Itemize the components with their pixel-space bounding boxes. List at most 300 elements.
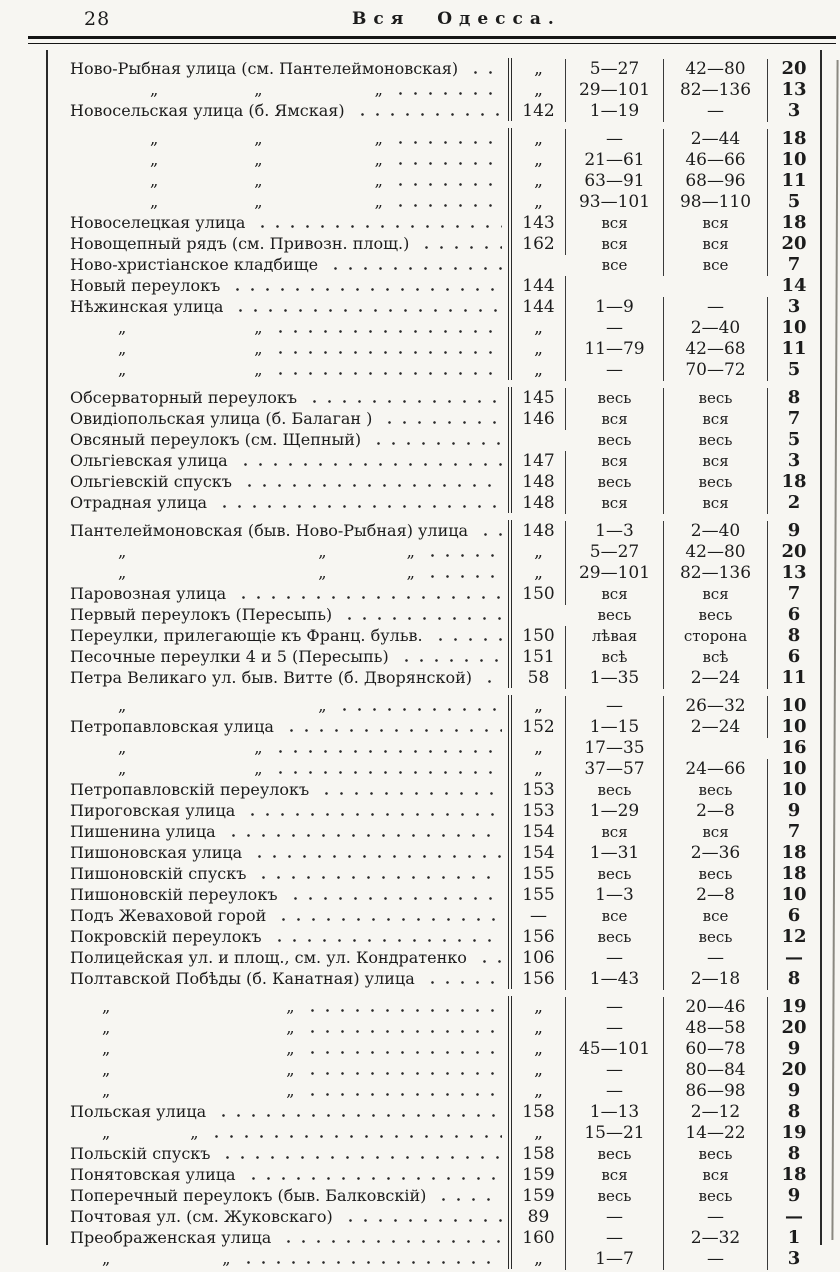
street-name: „ „: [70, 1081, 295, 1100]
odd-side-cell: вся: [566, 584, 664, 605]
street-name-cell: [48, 821, 512, 842]
street-name: „ „: [70, 738, 263, 757]
table-row: [48, 583, 820, 604]
even-side-cell: 82—136: [664, 563, 768, 584]
street-name-cell: [48, 1017, 512, 1038]
odd-side-cell: вся: [566, 234, 664, 255]
street-name-cell: [48, 58, 512, 79]
district-cell: 7: [787, 821, 801, 842]
even-side-cell: 14—22: [664, 1123, 768, 1144]
street-name-cell: [48, 996, 512, 1017]
district-cell: 12: [781, 926, 807, 947]
page-number-cell: „: [512, 171, 566, 192]
table-row: [48, 884, 820, 905]
street-name-cell: [48, 716, 512, 737]
page-number-cell: 145: [512, 388, 566, 409]
odd-side-cell: 1—31: [566, 843, 664, 864]
dot-leader: [482, 667, 502, 684]
street-name-cell: [48, 149, 512, 170]
page-number-cell: 148: [512, 472, 566, 493]
table-row: [48, 149, 820, 170]
page-number-cell: 143: [512, 213, 566, 234]
district-cell: 6: [787, 905, 801, 926]
odd-side-cell: —: [566, 1228, 664, 1249]
district-cell: 10: [781, 758, 807, 779]
page-number-cell: „: [512, 997, 566, 1018]
page-number-cell: 153: [512, 801, 566, 822]
table-row: [48, 1122, 820, 1143]
street-name: Полицейская ул. и площ., см. ул. Кондратенко: [70, 948, 467, 967]
district-cell: 5: [787, 359, 801, 380]
street-name: Овсяный переулокъ (см. Щепный): [70, 430, 362, 449]
odd-side-cell: 1—7: [566, 1249, 664, 1270]
odd-side-cell: 37—57: [566, 759, 664, 780]
page-number-cell: „: [512, 1060, 566, 1081]
street-name-cell: [48, 387, 512, 408]
street-name-cell: [48, 667, 512, 688]
page-number-cell: 144: [512, 297, 566, 318]
odd-side-cell: весь: [566, 864, 664, 885]
street-name: Отрадная улица: [70, 493, 208, 512]
odd-side-cell: 5—27: [566, 59, 664, 80]
district-cell: 20: [781, 1059, 807, 1080]
district-cell: 18: [781, 842, 807, 863]
even-side-cell: 48—58: [664, 1018, 768, 1039]
odd-side-cell: весь: [566, 430, 664, 451]
page-number-cell: 154: [512, 822, 566, 843]
dot-leader: [477, 947, 502, 964]
dot-leader: [245, 800, 502, 817]
odd-side-cell: 93—101: [566, 192, 664, 213]
odd-side-cell: 29—101: [566, 563, 664, 584]
street-name: Новосельская улица (б. Ямская): [70, 101, 345, 120]
page-number-cell: „: [512, 80, 566, 101]
table-row: [48, 128, 820, 149]
dot-leader: [281, 1227, 502, 1244]
table-row: [48, 387, 820, 408]
even-side-cell: 70—72: [664, 360, 768, 381]
dot-leader: [246, 1164, 502, 1181]
page-number-cell: 153: [512, 780, 566, 801]
even-side-cell: вся: [664, 493, 768, 514]
street-name-cell: [48, 100, 512, 121]
dot-leader: [393, 79, 502, 96]
even-side-cell: весь: [664, 1144, 768, 1165]
street-name-cell: [48, 1227, 512, 1248]
even-side-cell: 98—110: [664, 192, 768, 213]
district-cell: 20: [781, 541, 807, 562]
even-side-cell: 86—98: [664, 1081, 768, 1102]
odd-side-cell: —: [566, 1207, 664, 1228]
page-number-cell: 156: [512, 969, 566, 990]
table-row: [48, 1185, 820, 1206]
dot-leader: [328, 254, 502, 271]
page-number-cell: „: [512, 696, 566, 717]
district-cell: 9: [787, 520, 801, 541]
street-name-cell: [48, 758, 512, 779]
odd-side-cell: 63—91: [566, 171, 664, 192]
table-row: [48, 737, 820, 758]
district-cell: 19: [781, 1122, 807, 1143]
street-name: Польскій спускъ: [70, 1144, 211, 1163]
street-name-cell: [48, 1080, 512, 1101]
table-row: [48, 1017, 820, 1038]
dot-leader: [305, 1017, 502, 1034]
odd-side-cell: —: [566, 318, 664, 339]
street-name-cell: [48, 779, 512, 800]
district-cell: 18: [781, 212, 807, 233]
odd-side-cell: вся: [566, 1165, 664, 1186]
dot-leader: [273, 737, 502, 754]
district-cell: 11: [781, 338, 807, 359]
street-name: „ „: [70, 1249, 231, 1268]
dot-leader: [433, 625, 502, 642]
table-row: [48, 212, 820, 233]
table-row: [48, 667, 820, 688]
dot-leader: [478, 520, 502, 537]
page-number-cell: 160: [512, 1228, 566, 1249]
district-cell: 6: [787, 604, 801, 625]
dot-leader: [393, 128, 502, 145]
odd-side-cell: 1—15: [566, 717, 664, 738]
dot-leader: [220, 1143, 502, 1160]
district-cell: 8: [787, 387, 801, 408]
street-name-cell: [48, 1059, 512, 1080]
table-row: [48, 695, 820, 716]
page-number-cell: 158: [512, 1144, 566, 1165]
dot-leader: [425, 968, 502, 985]
street-name: „ „ „: [70, 80, 383, 99]
page-number-cell: 154: [512, 843, 566, 864]
street-name-cell: [48, 170, 512, 191]
street-name: Паровозная улица: [70, 584, 227, 603]
even-side-cell: все: [664, 255, 768, 276]
even-side-cell: 2—36: [664, 843, 768, 864]
district-cell: 11: [781, 667, 807, 688]
district-cell: 8: [787, 968, 801, 989]
street-name: Нѣжинская улица: [70, 297, 224, 316]
table-row: [48, 646, 820, 667]
dot-leader: [230, 275, 502, 292]
street-name-cell: [48, 520, 512, 541]
dot-leader: [393, 170, 502, 187]
district-cell: 11: [781, 170, 807, 191]
street-name: Поперечный переулокъ (быв. Балковскій): [70, 1186, 427, 1205]
district-cell: 9: [787, 1185, 801, 1206]
street-name-cell: [48, 926, 512, 947]
table-row: [48, 296, 820, 317]
table-row: [48, 1164, 820, 1185]
dot-leader: [419, 233, 502, 250]
table-row: [48, 1248, 820, 1269]
dot-leader: [241, 1248, 502, 1265]
street-name: Пишоновскій спускъ: [70, 864, 247, 883]
even-side-cell: 46—66: [664, 150, 768, 171]
odd-side-cell: 1—13: [566, 1102, 664, 1123]
page-number-cell: „: [512, 1018, 566, 1039]
odd-side-cell: вся: [566, 822, 664, 843]
table-row: [48, 604, 820, 625]
street-name-cell: [48, 1143, 512, 1164]
even-side-cell: весь: [664, 472, 768, 493]
dot-leader: [399, 646, 502, 663]
district-cell: 9: [787, 800, 801, 821]
street-name: „ „: [70, 997, 295, 1016]
odd-side-cell: 21—61: [566, 150, 664, 171]
table-row: [48, 520, 820, 541]
street-name: Почтовая ул. (см. Жуковскаго): [70, 1207, 333, 1226]
street-name-cell: [48, 79, 512, 100]
page-number-cell: „: [512, 542, 566, 563]
district-cell: 18: [781, 128, 807, 149]
street-name-cell: [48, 800, 512, 821]
even-side-cell: сторона: [664, 626, 768, 647]
header-page-number: 28: [84, 8, 111, 30]
district-cell: 5: [787, 191, 801, 212]
street-name: „ „: [70, 1123, 199, 1142]
page-number-cell: „: [512, 59, 566, 80]
page-number-cell: „: [512, 1039, 566, 1060]
dot-leader: [425, 562, 502, 579]
even-side-cell: 42—68: [664, 339, 768, 360]
table-row: [48, 1206, 820, 1227]
odd-side-cell: вся: [566, 409, 664, 430]
odd-side-cell: —: [566, 696, 664, 717]
table-row: [48, 408, 820, 429]
table-row: [48, 800, 820, 821]
even-side-cell: 2—8: [664, 801, 768, 822]
odd-side-cell: весь: [566, 472, 664, 493]
even-side-cell: вся: [664, 822, 768, 843]
page-number-cell: 144: [512, 276, 566, 297]
street-index-table: [46, 50, 822, 1269]
district-cell: 9: [787, 1080, 801, 1101]
district-cell: 10: [781, 149, 807, 170]
street-name-cell: [48, 1101, 512, 1122]
even-side-cell: все: [664, 906, 768, 927]
even-side-cell: весь: [664, 430, 768, 451]
odd-side-cell: 11—79: [566, 339, 664, 360]
district-cell: 18: [781, 1164, 807, 1185]
even-side-cell: 26—32: [664, 696, 768, 717]
district-cell: 2: [787, 492, 801, 513]
even-side-cell: 2—8: [664, 885, 768, 906]
page-number-cell: 146: [512, 409, 566, 430]
even-side-cell: 2—40: [664, 318, 768, 339]
page-number-cell: „: [512, 318, 566, 339]
street-name-cell: [48, 1164, 512, 1185]
street-name: „ „ „: [70, 192, 383, 211]
table-row: [48, 1038, 820, 1059]
odd-side-cell: 1—35: [566, 668, 664, 689]
dot-leader: [236, 583, 502, 600]
page-number-cell: —: [512, 906, 566, 927]
page-number-cell: 152: [512, 717, 566, 738]
dot-leader: [276, 905, 502, 922]
street-name: „ „: [70, 696, 327, 715]
page-number-cell: 106: [512, 948, 566, 969]
even-side-cell: 2—12: [664, 1102, 768, 1123]
odd-side-cell: 1—9: [566, 297, 664, 318]
odd-side-cell: 29—101: [566, 80, 664, 101]
even-side-cell: 2—44: [664, 129, 768, 150]
street-name-cell: [48, 429, 512, 450]
odd-side-cell: —: [566, 1081, 664, 1102]
page-number-cell: 147: [512, 451, 566, 472]
street-name: „ „: [70, 759, 263, 778]
district-cell: 18: [781, 863, 807, 884]
even-side-cell: вся: [664, 234, 768, 255]
district-cell: 3: [787, 1248, 801, 1269]
street-name: Пантелеймоновская (быв. Ново-Рыбная) улица: [70, 521, 469, 540]
dot-leader: [273, 758, 502, 775]
page-number-cell: „: [512, 1081, 566, 1102]
dot-leader: [425, 541, 502, 558]
dot-leader: [226, 821, 502, 838]
street-name: „ „: [70, 1060, 295, 1079]
dot-leader: [284, 716, 502, 733]
street-name-cell: [48, 1185, 512, 1206]
page-number-cell: 159: [512, 1186, 566, 1207]
table-row: [48, 926, 820, 947]
district-cell: 3: [787, 100, 801, 121]
street-name: Петропавловскій переулокъ: [70, 780, 310, 799]
odd-side-cell: 1—19: [566, 101, 664, 122]
dot-leader: [272, 926, 502, 943]
street-name: Овидіопольская улица (б. Балаган ): [70, 409, 373, 428]
district-cell: 16: [781, 737, 807, 758]
street-name-cell: [48, 947, 512, 968]
page-number-cell: 142: [512, 101, 566, 122]
district-cell: 5: [787, 429, 801, 450]
even-side-cell: весь: [664, 388, 768, 409]
odd-side-cell: 1—3: [566, 885, 664, 906]
dot-leader: [393, 191, 502, 208]
even-side-cell: 20—46: [664, 997, 768, 1018]
district-cell: —: [785, 1206, 803, 1227]
odd-side-cell: —: [566, 997, 664, 1018]
table-row: [48, 100, 820, 121]
dot-leader: [382, 408, 502, 425]
street-name: Петропавловская улица: [70, 717, 274, 736]
street-name-cell: [48, 863, 512, 884]
even-side-cell: 68—96: [664, 171, 768, 192]
district-cell: 1: [787, 1227, 801, 1248]
dot-leader: [288, 884, 503, 901]
even-side-cell: —: [664, 297, 768, 318]
odd-side-cell: —: [566, 1060, 664, 1081]
street-name-cell: [48, 450, 512, 471]
dot-leader: [273, 317, 502, 334]
street-name: Покровскій переулокъ: [70, 927, 262, 946]
table-row: [48, 625, 820, 646]
dot-leader: [256, 863, 502, 880]
even-side-cell: —: [664, 1207, 768, 1228]
page-number-cell: 148: [512, 493, 566, 514]
odd-side-cell: вся: [566, 451, 664, 472]
street-name-cell: [48, 1206, 512, 1227]
street-name-cell: [48, 233, 512, 254]
street-name: Понятовская улица: [70, 1165, 236, 1184]
page-number-cell: 159: [512, 1165, 566, 1186]
table-row: [48, 905, 820, 926]
dot-leader: [337, 695, 502, 712]
district-cell: 8: [787, 625, 801, 646]
street-name-cell: [48, 646, 512, 667]
dot-leader: [233, 296, 502, 313]
even-side-cell: 2—24: [664, 717, 768, 738]
dot-leader: [252, 842, 502, 859]
street-name: „ „ „: [70, 563, 415, 582]
dot-leader: [371, 429, 502, 446]
dot-leader: [343, 1206, 502, 1223]
street-name-cell: [48, 254, 512, 275]
table-row: [48, 1143, 820, 1164]
street-name: Преображенская улица: [70, 1228, 272, 1247]
page-number-cell: „: [512, 150, 566, 171]
odd-side-cell: весь: [566, 927, 664, 948]
page-number-cell: 89: [512, 1207, 566, 1228]
odd-side-cell: 1—3: [566, 521, 664, 542]
dot-leader: [217, 492, 502, 509]
odd-side-cell: все: [566, 906, 664, 927]
odd-side-cell: 1—43: [566, 969, 664, 990]
odd-side-cell: всѣ: [566, 647, 664, 668]
page-number-cell: 155: [512, 885, 566, 906]
street-name-cell: [48, 1038, 512, 1059]
district-cell: 10: [781, 779, 807, 800]
district-cell: 8: [787, 1101, 801, 1122]
street-name: Первый переулокъ (Пересыпь): [70, 605, 333, 624]
dot-leader: [273, 359, 502, 376]
street-name: Пишенина улица: [70, 822, 216, 841]
street-name: „ „: [70, 1039, 295, 1058]
even-side-cell: 2—24: [664, 668, 768, 689]
dot-leader: [305, 996, 502, 1013]
even-side-cell: 42—80: [664, 542, 768, 563]
street-name-cell: [48, 275, 512, 296]
page-number-cell: 150: [512, 626, 566, 647]
table-row: [48, 233, 820, 254]
street-name-cell: [48, 842, 512, 863]
street-name: Пироговская улица: [70, 801, 236, 820]
street-name: Ново-христіанское кладбище: [70, 255, 319, 274]
street-name-cell: [48, 583, 512, 604]
odd-side-cell: весь: [566, 388, 664, 409]
table-row: [48, 338, 820, 359]
dot-leader: [393, 149, 502, 166]
street-name-cell: [48, 905, 512, 926]
table-row: [48, 471, 820, 492]
table-row: [48, 1227, 820, 1248]
district-cell: 3: [787, 296, 801, 317]
street-name-cell: [48, 408, 512, 429]
page-number-cell: 162: [512, 234, 566, 255]
even-side-cell: вся: [664, 213, 768, 234]
district-cell: 14: [781, 275, 807, 296]
table-row: [48, 58, 820, 79]
street-name: Польская улица: [70, 1102, 207, 1121]
street-name: „ „: [70, 360, 263, 379]
street-name: Ново-Рыбная улица (см. Пантелеймоновская): [70, 59, 459, 78]
page-number-cell: „: [512, 759, 566, 780]
district-cell: 13: [781, 562, 807, 583]
odd-side-cell: —: [566, 948, 664, 969]
page-number-cell: „: [512, 129, 566, 150]
dot-leader: [468, 58, 502, 75]
page-number-cell: 150: [512, 584, 566, 605]
table-row: [48, 450, 820, 471]
